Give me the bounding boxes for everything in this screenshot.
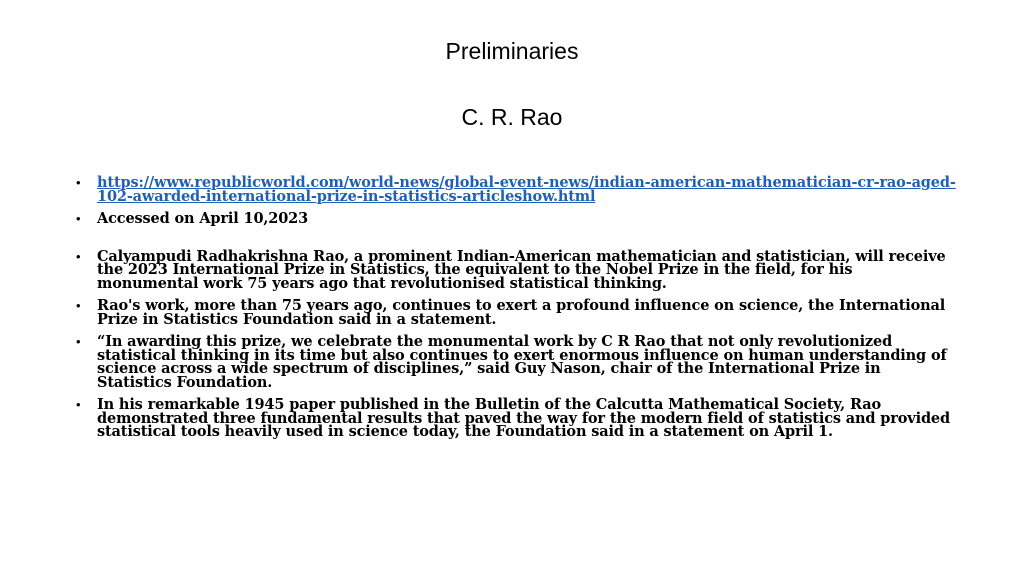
- bullet-dot-icon: •: [76, 334, 81, 349]
- bullet-item-link: [76, 176, 956, 203]
- bullet-item-prize: [76, 247, 956, 292]
- bullet-dot-icon: •: [76, 397, 81, 412]
- bullet-dot-icon: •: [76, 248, 81, 264]
- slide-subtitle: C. R. Rao: [461, 104, 563, 130]
- bullet-text: Accessed on April 10,2023: [97, 210, 309, 227]
- bullet-item-quote: [76, 335, 956, 389]
- bullet-dot-icon: •: [76, 211, 81, 226]
- bullet-item-paper: [76, 398, 956, 439]
- bullet-text: Rao's work, more than 75 years ago, continues to exert a profound influence on science, the International Prize in Statistics Foundation said in a statement.: [97, 297, 946, 328]
- source-link[interactable]: https://www.republicworld.com/world-news/global-event-news/indian-american-mathematician-cr-rao-aged-102-awarded-international-prize-in-statistics-articleshow.html: [97, 174, 956, 205]
- bullet-dot-icon: •: [76, 175, 81, 190]
- bullet-list: [76, 176, 956, 448]
- bullet-text: Calyampudi Radhakrishna Rao, a prominent Indian-American mathematician and statistician, will receive the 2023 International Prize in Statistics, the equivalent to the Nobel Prize in the field, for his monumental work 75 years ago that revolutionised statistical thinking.: [97, 247, 946, 292]
- bullet-item-influence: [76, 299, 956, 326]
- slide-title: Preliminaries: [445, 38, 579, 64]
- bullet-text: “In awarding this prize, we celebrate the monumental work by C R Rao that not only revolutionized statistical thinking in its time but also continues to exert enormous influence on human understanding of science across a wide spectrum of disciplines,” said Guy Nason, chair of the International Prize in Statistics Foundation.: [97, 333, 947, 391]
- bullet-dot-icon: •: [76, 298, 81, 313]
- bullet-item-accessed: [76, 212, 956, 226]
- bullet-text: In his remarkable 1945 paper published in the Bulletin of the Calcutta Mathematical Society, Rao demonstrated three fundamental results that paved the way for the modern field of statistics and provided statistical tools heavily used in science today, the Foundation said in a statement on April 1.: [97, 396, 950, 440]
